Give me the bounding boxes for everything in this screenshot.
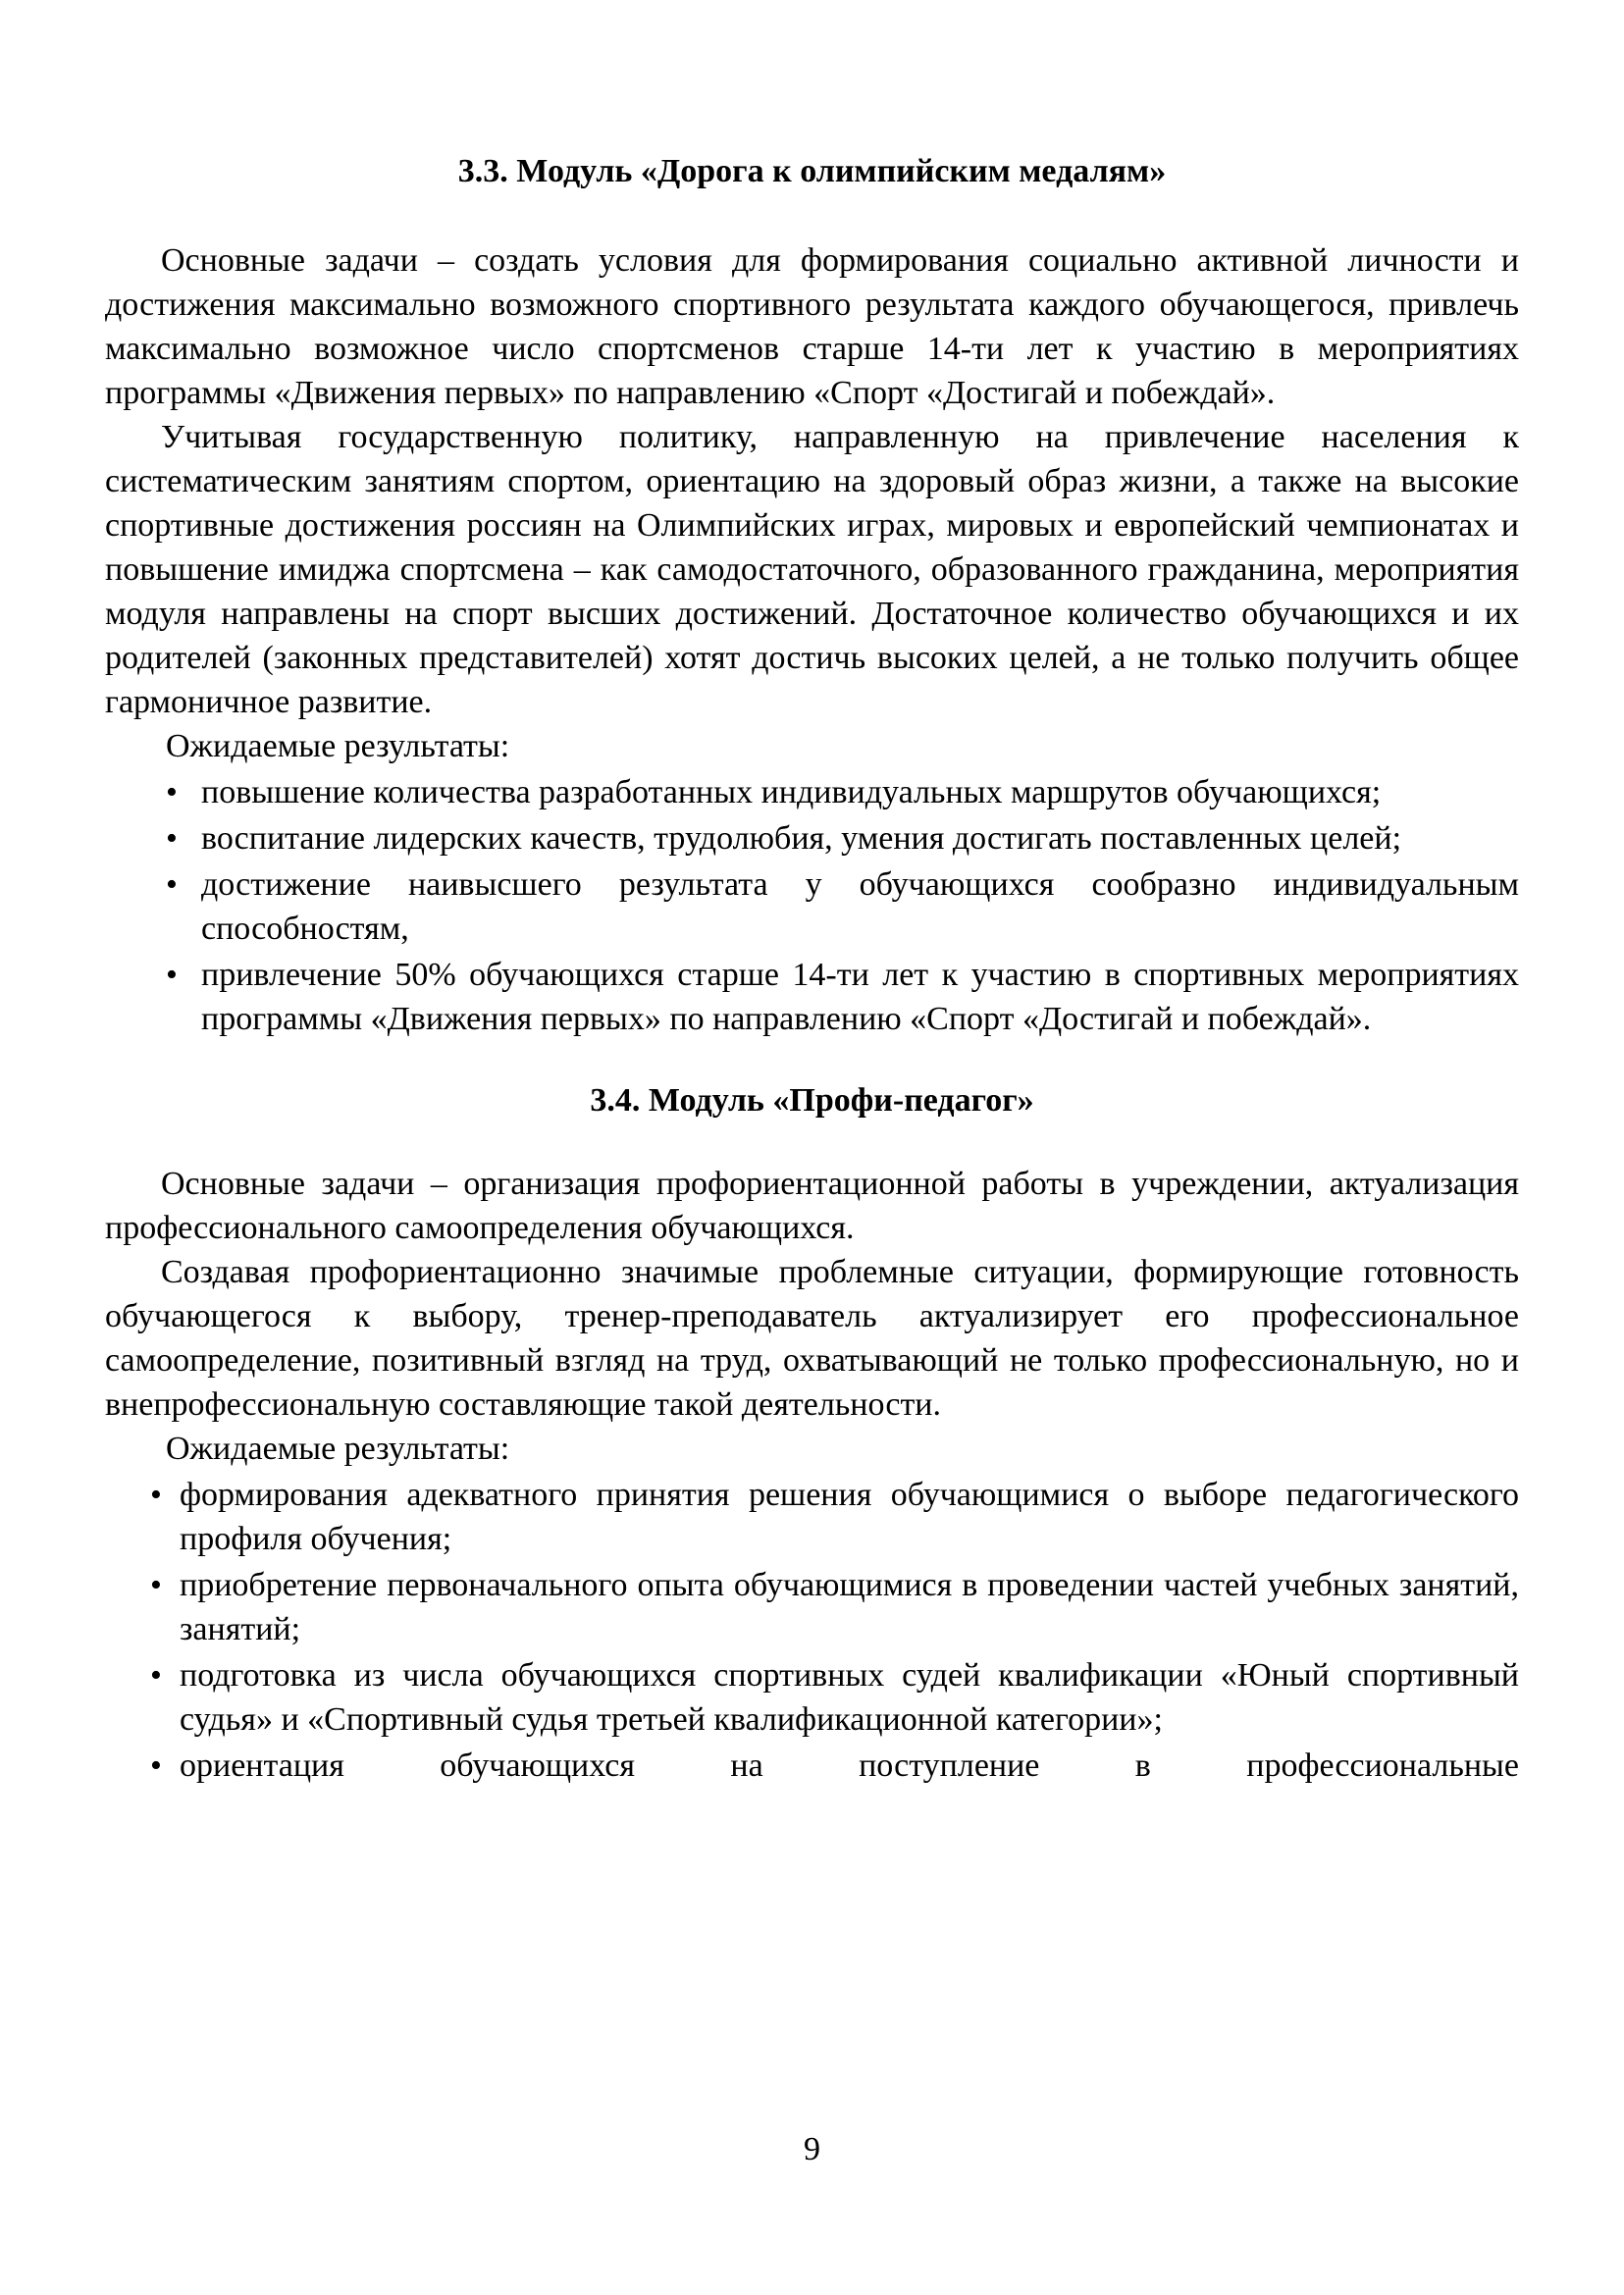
- section-3-3-expected-results-label: Ожидаемые результаты:: [166, 728, 510, 764]
- section-3-3-paragraph-1: Основные задачи – создать условия для формирования социально активной личности и достижения максимально возможного спортивного результата каждого обучающегося, привлечь максимально возможное число спортсменов старше 14-ти лет к участию в мероприятиях программы «Движения первых» по направлению «Спорт «Достигай и побеждай».: [105, 242, 1519, 411]
- bullet-icon: •: [166, 820, 178, 857]
- list-item: [105, 953, 1519, 1041]
- list-item-text: подготовка из числа обучающихся спортивных судей квалификации «Юный спортивный судья» и «Спортивный судья третьей квалификационной категории»;: [180, 1657, 1519, 1738]
- list-item: [105, 862, 1519, 951]
- list-item: [105, 770, 1519, 814]
- page-number: 9: [804, 2131, 820, 2167]
- bullet-icon: •: [150, 1747, 162, 1784]
- section-3-4-results-list: [105, 1473, 1519, 1788]
- section-3-4-paragraph-2: Создавая профориентационно значимые проблемные ситуации, формирующие готовность обучающегося к выбору, тренер-преподаватель актуализирует его профессиональное самоопределение, позитивный взгляд на труд, охватывающий не только профессиональную, но и внепрофессиональную составляющие такой деятельности.: [105, 1254, 1519, 1423]
- list-item: [105, 1653, 1519, 1742]
- bullet-icon: •: [166, 866, 178, 903]
- section-3-3-paragraph-2: Учитывая государственную политику, направленную на привлечение населения к систематическим занятиям спортом, ориентацию на здоровый образ жизни, а также на высокие спортивные достижения россиян на Олимпийских играх, мировых и европейский чемпионатах и повышение имиджа спортсмена – как самодостаточного, образованного гражданина, мероприятия модуля направлены на спорт высших достижений. Достаточное количество обучающихся и их родителей (законных представителей) хотят достичь высоких целей, а не только получить общее гармоничное развитие.: [105, 419, 1519, 720]
- section-3-3-heading: 3.3. Модуль «Дорога к олимпийским медалям»: [457, 153, 1167, 189]
- section-3-3: [105, 149, 1519, 1041]
- section-3-4-expected-results-label: Ожидаемые результаты:: [166, 1431, 510, 1467]
- list-item-text: повышение количества разработанных индивидуальных маршрутов обучающихся;: [201, 774, 1382, 810]
- section-3-3-results-list: [105, 770, 1519, 1041]
- list-item: [105, 1744, 1519, 1788]
- list-item-text: воспитание лидерских качеств, трудолюбия, умения достигать поставленных целей;: [201, 820, 1402, 857]
- list-item-text: привлечение 50% обучающихся старше 14-ти лет к участию в спортивных мероприятиях программы «Движения первых» по направлению «Спорт «Достигай и побеждай».: [201, 957, 1519, 1037]
- list-item-text: формирования адекватного принятия решения обучающимися о выборе педагогического профиля обучения;: [180, 1477, 1519, 1557]
- bullet-icon: •: [150, 1567, 162, 1603]
- list-item-text: достижение наивысшего результата у обучающихся сообразно индивидуальным способностям,: [201, 866, 1519, 947]
- bullet-icon: •: [166, 957, 178, 993]
- list-item: [105, 816, 1519, 861]
- bullet-icon: •: [150, 1657, 162, 1694]
- bullet-icon: •: [166, 774, 178, 810]
- list-item: [105, 1563, 1519, 1651]
- section-3-4-paragraph-1: Основные задачи – организация профориентационной работы в учреждении, актуализация профессионального самоопределения обучающихся.: [105, 1166, 1519, 1246]
- section-3-4: [105, 1078, 1519, 1788]
- bullet-icon: •: [150, 1477, 162, 1513]
- list-item-text: ориентация обучающихся на поступление в профессиональные: [180, 1747, 1519, 1784]
- section-3-4-heading: 3.4. Модуль «Профи-педагог»: [590, 1082, 1034, 1119]
- list-item: [105, 1473, 1519, 1561]
- list-item-text: приобретение первоначального опыта обучающимися в проведении частей учебных занятий, занятий;: [180, 1567, 1519, 1647]
